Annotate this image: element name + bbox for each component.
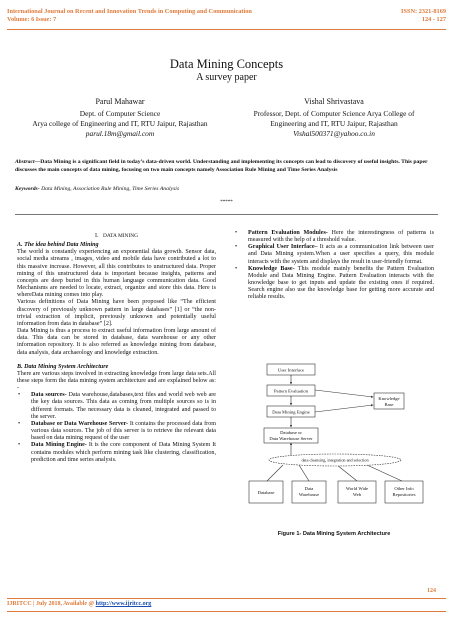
author-dept: Professor, Dept. of Computer Science Arya College of [253,109,415,118]
journal-header [7,8,446,24]
left-column [17,232,216,464]
author-name: Parul Mahawar [95,97,145,106]
list-item: • Data sources- Data warehouse,databases,text files and world web web are the key data sources. This data as coming from multiple sources so is in different formats. The necessary data is cleaned, integrated and passed to the server. [17,392,216,421]
paragraph: Various definitions of Data Mining have been proposed like “The efficient discovery of previously unknown pattern in large databases” [1] or “the non-trivial extraction of implicit, previously unknown and potentially useful information from data in database” [2]. [17,299,216,327]
label-source-www-1: World Wide [345,486,369,491]
label-source-other-1: Other Info [394,486,414,491]
label-knowledge-2: Base [384,402,394,407]
paper-subtitle: A survey paper [196,72,257,83]
author-dept: Dept. of Computer Science [79,109,161,118]
journal-volume-issue: Volume: 6 Issue: 7 [7,16,57,23]
paragraph: Data Mining is thus a process to extract useful information from large amount of data. This data can be stored in database, data warehouse or any other information repository. It is also referred as knowledge mining from database, data analysis, data archaeology and knowledge extraction. [17,328,216,356]
author-affiliation: Engineering and IT, RTU Jaipur, Rajasthan [270,119,398,128]
footer-divider [7,598,446,599]
list-item: • Data Mining Engine- It is the core component of Data Mining System It contains modules which perform mining task like clustering, classification, prediction and time series analysis. [17,442,216,463]
footer [7,601,151,607]
list-item: • Pattern Evaluation Modules- Here the interestingness of patterns is measured with the help of a threshold value. [234,230,434,244]
author-email: Vishal500371@yahoo.co.in [293,129,375,138]
list-item: • Database or Data Warehouse Server- It contains the processed data from various data sources. The job of this server is to retrieve the relevant data based on data mining request of the user [17,421,216,442]
author-name: Vishal Shrivastava [304,97,364,106]
journal-issn-block [401,8,446,24]
paragraph: There are various steps involved in extracting knowledge from large data sets.All these steps form the data mining system architecture and are explained below as: - [17,370,216,392]
paper-title: Data Mining Concepts [169,57,284,71]
abstract [15,158,438,174]
label-source-other-2: Repositories [392,492,416,497]
list-item: • Graphical User Interface– It acts as a communication link between user and Data Mining system.When a user specifies a query, this module interacts with the system and displays the result in user-friendly format. [234,244,434,265]
label-source-database: Database [257,490,275,495]
page-number: 124 [427,588,436,594]
separator-line [15,214,438,215]
list-item: • Knowledge Base- This module mainly benefits the Pattern Evaluation Module and Data Mining Engine. Pattern Evaluation interacts with the knowledge base to get inputs and update the existing ones if required. Search engine also use the knowledge base for getting more accurate and reliable results. [234,266,434,302]
label-source-warehouse-2: Warehouse [298,492,320,497]
abstract-label: Abstract [15,159,35,165]
subsection-b-heading: B. Data Mining System Architecture [17,363,109,370]
author-block-2 [232,97,436,139]
subsection-a-heading: A. The idea behind Data Mining [17,242,99,249]
keywords-text: Data Mining, Association Rule Mining, Time Series Analysis [39,186,180,192]
label-server-1: Database or [280,430,302,435]
label-server-2: Data Warehouse Server [269,436,313,441]
label-source-www-2: Web [352,492,362,497]
label-knowledge-1: Knowledge [378,396,400,401]
journal-pages: 124 - 127 [421,16,446,23]
journal-issn: ISSN: 2321-8169 [401,8,446,15]
author-affiliation: Arya college of Engineering and IT, RTU Jaipur, Rajasthan [32,119,208,128]
label-source-warehouse-1: Data [304,486,314,491]
architecture-diagram [247,357,425,532]
section-heading: I. DATA MINING [94,233,139,239]
header-divider [7,29,446,30]
footer-bottom-divider [7,611,446,612]
label-pattern-evaluation: Pattern Evaluation [273,388,309,394]
keywords [15,185,438,193]
journal-name: International Journal on Recent and Innovation Trends in Computing and Communication [7,8,252,15]
figure-caption: Figure 1- Data Mining System Architecture [277,531,391,537]
abstract-text: —Data Mining is a significant field in today’s data-driven world. Understanding and implementing its concepts can lead to discovery of useful insights. This paper discusses the main concepts of data mining, focusing on two main concepts namely Association Rule Mining and Time Series Analysis [15,159,428,173]
spacer [17,357,216,364]
author-email: parul.18m@gmail.com [85,129,155,138]
footer-link[interactable]: http://www.ijritcc.org [95,601,152,607]
author-block-1 [20,97,220,139]
footer-text: IJRITCC | July 2018, Available @ [7,601,96,607]
label-user-interface: User Interface [277,367,305,373]
keywords-label: Keywords- [15,186,40,192]
right-column [234,230,434,302]
label-data-mining-engine: Data Mining Engine [272,409,310,415]
label-cleaning: data cleansing, integration and selection [301,457,369,463]
separator-stars: ***** [220,200,233,205]
bullet-list [234,230,434,302]
bullet-list [17,392,216,464]
paragraph: The world is constantly experiencing an exponential data growth. Sensor data, social media streams , images, video and mobile data have contributed a lot to this massive increase. However, all this contributes to unstructured data. Proper mining of this unstructured data is important because insights, patterns and concepts are deep buried in this human language communication data. Good Mechanisms are needed to locate, extract, organize and store this data. Here is whereData mining comes into play. [17,249,216,299]
